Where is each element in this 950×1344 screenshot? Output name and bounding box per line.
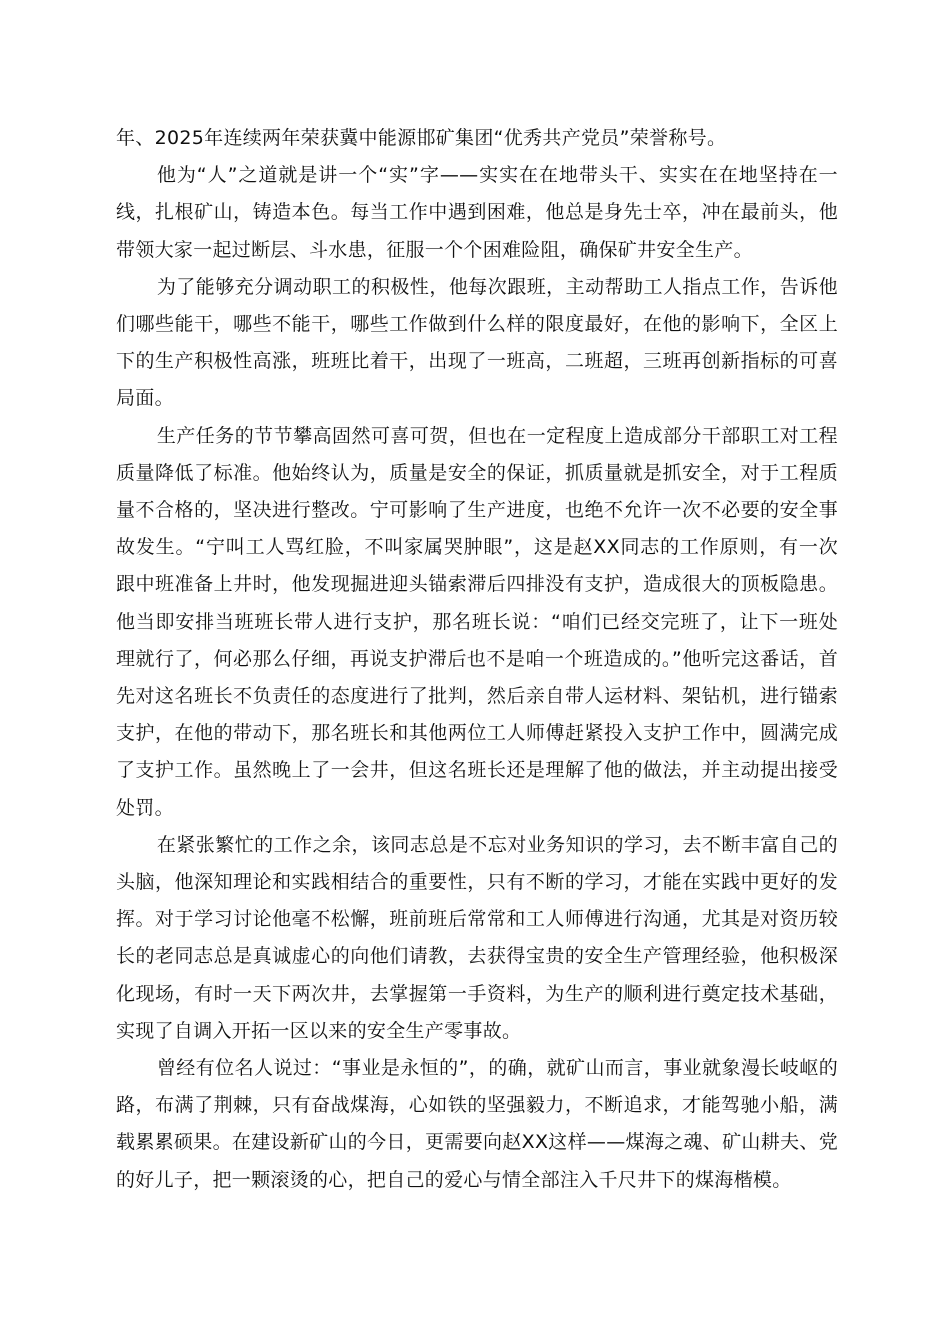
paragraph-3: 为了能够充分调动职工的积极性，他每次跟班，主动帮助工人指点工作，告诉他们哪些能干，哪些不能干，哪些工作做到什么样的限度最好，在他的影响下，全区上下的生产积极性高涨，班班比着干，出现了一班高，二班超，三班再创新指标的可喜局面。 xyxy=(116,275,838,410)
paragraph-1: 年、2025年连续两年荣获冀中能源邯矿集团“优秀共产党员”荣誉称号。 xyxy=(116,127,727,149)
paragraph-2: 他为“人”之道就是讲一个“实”字——实实在在地带头干、实实在在地坚持在一线，扎根矿山，铸造本色。每当工作中遇到困难，他总是身先士卒，冲在最前头，他带领大家一起过断层、斗水患，征服一个个困难险阻，确保矿井安全生产。 xyxy=(116,164,838,261)
document-body xyxy=(116,120,838,1199)
paragraph-4: 生产任务的节节攀高固然可喜可贺，但也在一定程度上造成部分干部职工对工程质量降低了标准。他始终认为，质量是安全的保证，抓质量就是抓安全，对于工程质量不合格的，坚决进行整改。宁可影响了生产进度，也绝不允许一次不必要的安全事故发生。“宁叫工人骂红脸，不叫家属哭肿眼”，这是赵XX同志的工作原则，有一次跟中班准备上井时，他发现掘进迎头锚索滞后四排没有支护，造成很大的顶板隐患。他当即安排当班班长带人进行支护，那名班长说：“咱们已经交完班了，让下一班处理就行了，何必那么仔细，再说支护滞后也不是咱一个班造成的。”他听完这番话，首先对这名班长不负责任的态度进行了批判，然后亲自带人运材料、架钻机，进行锚索支护，在他的带动下，那名班长和其他两位工人师傅赶紧投入支护工作中，圆满完成了支护工作。虽然晚上了一会井，但这名班长还是理解了他的做法，并主动提出接受处罚。 xyxy=(116,424,838,819)
paragraph-5: 在紧张繁忙的工作之余，该同志总是不忘对业务知识的学习，去不断丰富自己的头脑，他深知理论和实践相结合的重要性，只有不断的学习，才能在实践中更好的发挥。对于学习讨论他毫不松懈，班前班后常常和工人师傅进行沟通，尤其是对资历较长的老同志总是真诚虚心的向他们请教，去获得宝贵的安全生产管理经验，他积极深化现场，有时一天下两次井，去掌握第一手资料，为生产的顺利进行奠定技术基础，实现了自调入开拓一区以来的安全生产零事故。 xyxy=(116,833,838,1042)
paragraph-6: 曾经有位名人说过：“事业是永恒的”，的确，就矿山而言，事业就象漫长岐岖的路，布满了荆棘，只有奋战煤海，心如铁的坚强毅力，不断追求，才能驾驰小船，满载累累硕果。在建设新矿山的今日，更需要向赵XX这样——煤海之魂、矿山耕夫、党的好儿子，把一颗滚烫的心，把自己的爱心与情全部注入千尺井下的煤海楷模。 xyxy=(116,1057,838,1191)
